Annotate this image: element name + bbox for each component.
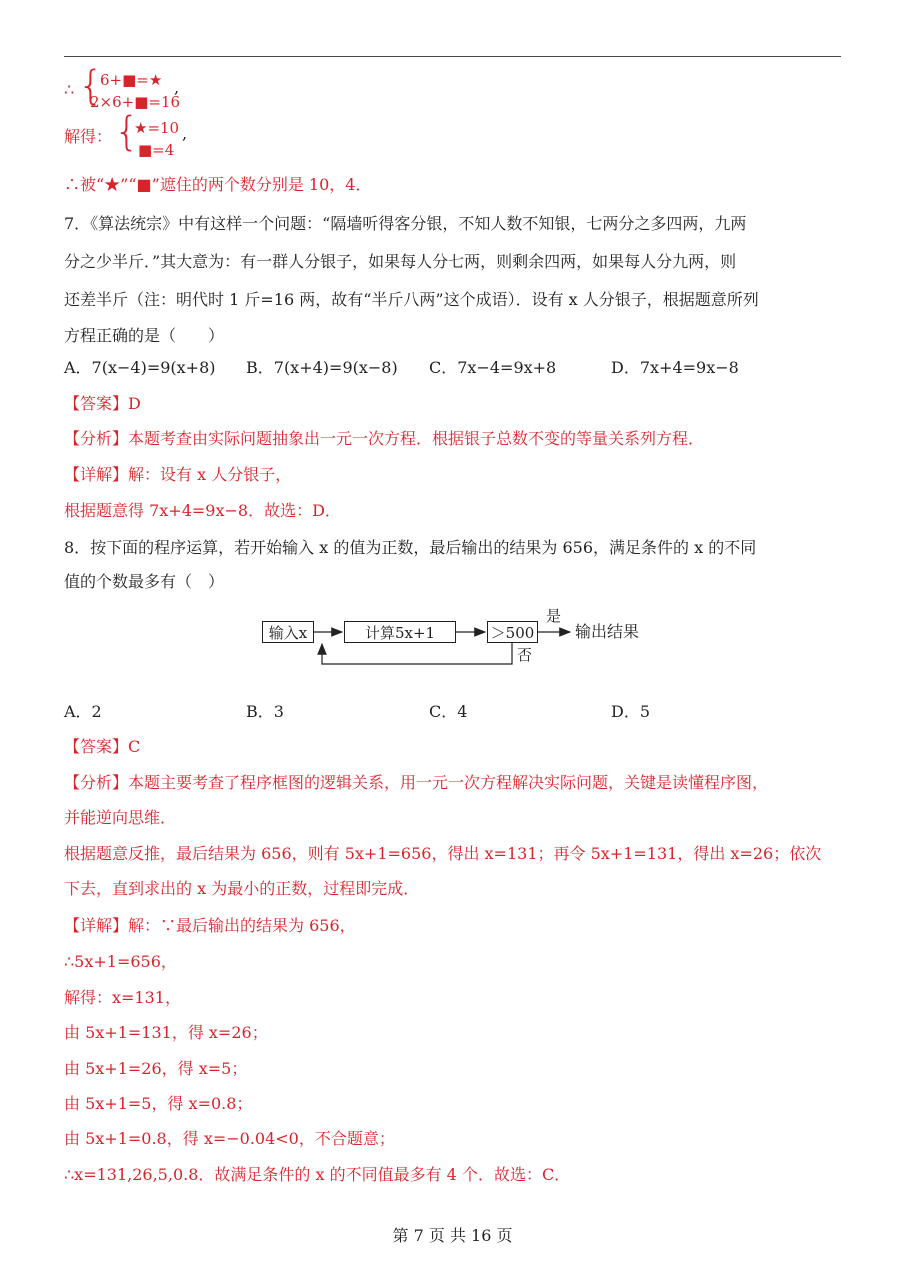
q8-option-a: A．2 xyxy=(64,702,102,721)
q8-step: ∴5x+1=656， xyxy=(64,952,177,971)
q8-step: 由 5x+1=26，得 x=5； xyxy=(64,1059,248,1078)
q8-line-1: 8．按下面的程序运算，若开始输入 x 的值为正数，最后输出的结果为 656，满足条件的 x 的不同 xyxy=(64,538,757,557)
q8-option-b: B．3 xyxy=(246,702,284,721)
flowchart-no-label: 否 xyxy=(517,646,533,664)
comma: , xyxy=(174,78,180,97)
left-brace: { xyxy=(78,63,104,109)
q8-analysis-2: 并能逆向思维． xyxy=(64,808,177,827)
q7-option-c: C．7x−4=9x+8 xyxy=(429,358,557,377)
flowchart-compute-box: 计算5x+1 xyxy=(344,621,456,643)
q7-line-2: 分之少半斤．”其大意为：有一群人分银子，如果每人分七两，则剩余四两，如果每人分九两，则 xyxy=(64,252,737,271)
q8-option-c: C．4 xyxy=(429,702,468,721)
q7-detail-2: 根据题意得 7x+4=9x−8．故选：D． xyxy=(64,501,341,520)
q7-line-4: 方程正确的是（ ） xyxy=(64,326,225,345)
q8-step: 由 5x+1=0.8，得 x=−0.04<0，不合题意； xyxy=(64,1129,395,1148)
flowchart-input-box: 输入x xyxy=(262,621,314,643)
q7-option-d: D．7x+4=9x−8 xyxy=(611,358,739,377)
q8-step: 由 5x+1=131，得 x=26； xyxy=(64,1023,268,1042)
equation-row-1: 6+■=★ xyxy=(100,71,163,89)
q8-analysis-4: 下去，直到求出的 x 为最小的正数，过程即完成． xyxy=(64,879,420,898)
q6-conclusion: ∴被“★”“■”遮住的两个数分别是 10，4． xyxy=(64,175,372,194)
q8-step: 【详解】解：∵最后输出的结果为 656， xyxy=(64,916,356,935)
q8-step: ∴x=131,26,5,0.8．故满足条件的 x 的不同值最多有 4 个．故选：C． xyxy=(64,1165,571,1184)
flowchart-yes-label: 是 xyxy=(546,607,562,625)
solve-label: 解得： xyxy=(64,127,113,146)
therefore-symbol: ∴ xyxy=(64,80,75,99)
q7-detail-1: 【详解】解：设有 x 人分银子， xyxy=(64,465,292,484)
q7-analysis: 【分析】本题考查由实际问题抽象出一元一次方程．根据银子总数不变的等量关系列方程． xyxy=(64,429,705,448)
flowchart-compare-box: ＞500 xyxy=(487,621,538,643)
q7-option-a: A．7(x−4)=9(x+8) xyxy=(64,358,216,377)
q8-line-2: 值的个数最多有（ ） xyxy=(64,572,225,591)
solution-row-2: ■=4 xyxy=(138,141,175,159)
q8-option-d: D．5 xyxy=(611,702,651,721)
solution-row-1: ★=10 xyxy=(134,119,180,137)
q8-analysis-1: 【分析】本题主要考查了程序框图的逻辑关系，用一元一次方程解决实际问题，关键是读懂程序图， xyxy=(64,773,769,792)
equation-row-2: 2×6+■=16 xyxy=(90,93,181,111)
q8-answer: 【答案】C xyxy=(64,737,141,756)
q7-option-b: B．7(x+4)=9(x−8) xyxy=(246,358,398,377)
comma: , xyxy=(182,124,188,143)
q7-line-3: 还差半斤（注：明代时 1 斤=16 两，故有“半斤八两”这个成语）．设有 x 人分银子，根据题意所列 xyxy=(64,290,759,309)
left-brace: { xyxy=(114,109,140,155)
q8-analysis-3: 根据题意反推，最后结果为 656，则有 5x+1=656，得出 x=131；再令 5x+1=131，得出 x=26；依次 xyxy=(64,844,822,863)
q8-step: 由 5x+1=5，得 x=0.8； xyxy=(64,1094,253,1113)
q7-line-1: 7．《算法统宗》中有这样一个问题：“隔墙听得客分银，不知人数不知银，七两分之多四两，九两 xyxy=(64,214,747,233)
flowchart-output-label: 输出结果 xyxy=(575,622,640,641)
q7-answer: 【答案】D xyxy=(64,394,141,413)
q8-step: 解得：x=131， xyxy=(64,988,181,1007)
page-footer: 第 7 页 共 16 页 xyxy=(392,1226,513,1245)
